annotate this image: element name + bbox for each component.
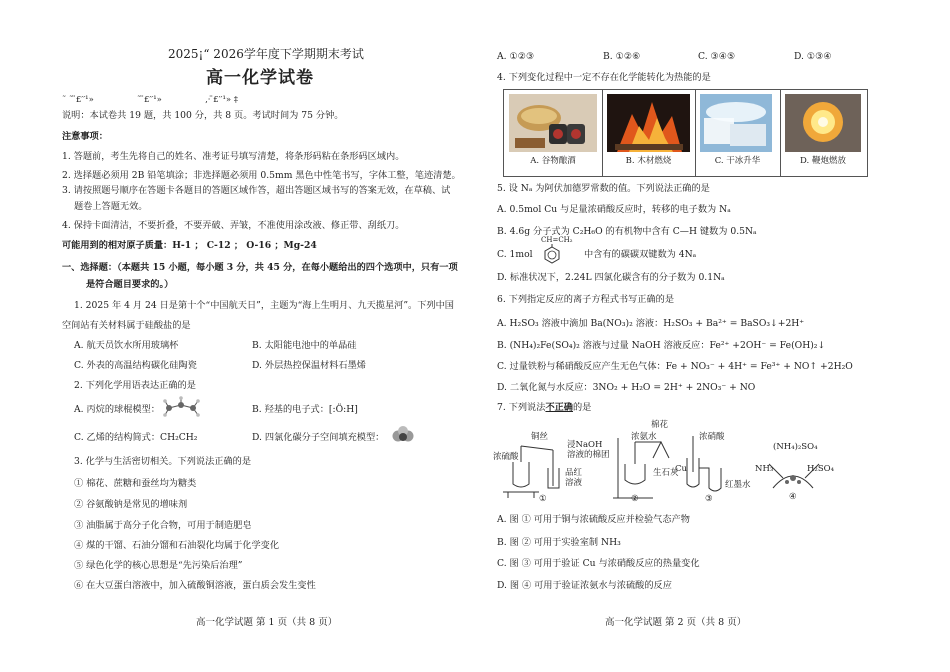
q7-stem-part: 的是: [573, 402, 592, 413]
q3-stem: 3. 化学与生活密切相关。下列说法正确的是: [74, 456, 252, 467]
note-item: 3. 请按照题号顺序在答题卡各题目的答题区域作答，超出答题区域书写的答案无效，在草稿、试: [62, 185, 451, 196]
figure-number: ③: [705, 494, 713, 504]
q1-option-d: D. 外层热控保温材料石墨烯: [252, 360, 366, 371]
q3-option-c: C. ③④⑤: [698, 51, 736, 62]
q7-option-b: B. 图 ② 可用于实验室制 NH₃: [497, 537, 621, 548]
q5-option-b: B. 4.6g 分子式为 C₂H₆O 的有机物中含有 C—H 键数为 0.5Nₐ: [497, 226, 757, 237]
note-item: 4. 保持卡面清洁，不要折叠，不要弄破、弄皱，不准使用涂改液、修正带、刮纸刀。: [62, 220, 405, 231]
q7-apparatus-figure: [493, 420, 835, 504]
q5-option-c: C. 1mol: [497, 249, 533, 260]
apparatus-label: 溶液的棉团: [567, 450, 610, 460]
apparatus-label: 铜丝: [531, 432, 549, 442]
exam-intro: 说明：本试卷共 19 题，共 100 分，共 8 页。考试时间为 75 分钟。: [62, 110, 344, 121]
q1-stem: 1. 2025 年 4 月 24 日是第十个“中国航天日”，主题为“海上生明月、九天揽星河”。下列中国: [74, 300, 454, 311]
q1-option-b: B. 太阳能电池中的单晶硅: [252, 340, 357, 351]
apparatus-label: 品红: [565, 468, 583, 478]
page-title: 高一化学试卷: [206, 68, 314, 88]
q6-option-b: B. (NH₄)₂Fe(SO₄)₂ 溶液与过量 NaOH 溶液反应：Fe²⁺ +2OH⁻ = Fe(OH)₂↓: [497, 340, 826, 351]
figure-number: ④: [789, 492, 797, 502]
q6-option-c: C. 过量铁粉与稀硝酸反应产生无色气体：Fe + NO₃⁻ + 4H⁺ = Fe³⁺ + NO↑ +2H₂O: [497, 361, 853, 372]
apparatus-label: 浓硝酸: [699, 432, 725, 442]
styrene-vinyl-label: CH=CH₂: [541, 236, 573, 244]
apparatus-label: 红墨水: [725, 480, 751, 490]
q3-item: ② 谷氨酸钠是常见的增味剂: [74, 499, 188, 510]
page-2-footer: 高一化学试题 第 2 页（共 8 页）: [605, 617, 747, 628]
q4-option-b-cell: [602, 90, 696, 176]
q3-item: ⑥ 在大豆蛋白溶液中，加入硫酸铜溶液，蛋白质会发生变性: [74, 580, 316, 591]
apparatus-label: 浸NaOH: [567, 440, 603, 450]
figure-number: ①: [539, 494, 547, 504]
firecracker-image: [785, 94, 861, 152]
apparatus-label: 浓硫酸: [493, 452, 519, 462]
q2-option-a: A. 丙烷的球棍模型：: [74, 404, 160, 415]
q2-option-c: C. 乙烯的结构简式：CH₂CH₂: [74, 432, 198, 443]
notes-heading: 注意事项：: [62, 131, 108, 142]
q4-image-table: [503, 89, 868, 177]
q5-stem: 5. 设 Nₐ 为阿伏加德罗常数的值。下列说法正确的是: [497, 183, 710, 194]
q3-item: ③ 油脂属于高分子化合物，可用于制造肥皂: [74, 520, 252, 531]
garbled-line: ˜ ˜ ̈£′′¹» ˜ ̈£′′¹» ‚· ̈£′′¹» ‡: [62, 95, 239, 105]
q4-caption-b: B. 木材燃烧: [625, 156, 672, 166]
apparatus-label: 生石灰: [653, 468, 679, 478]
figure-number: ②: [631, 494, 639, 504]
section-1-heading-cont: 是符合题目要求的。）: [86, 279, 174, 290]
apparatus-label: (NH₄)₂SO₄: [773, 442, 818, 452]
dry-ice-image: [700, 94, 772, 152]
q1-option-a: A. 航天员饮水所用玻璃杯: [74, 340, 179, 351]
atomic-mass-line: 可能用到的相对原子质量：H-1 ； C-12 ； O-16 ；Mg-24: [62, 240, 317, 251]
q7-option-a: A. 图 ① 可用于铜与浓硫酸反应并检验气态产物: [497, 514, 690, 525]
q3-item: ⑤ 绿色化学的核心思想是“先污染后治理”: [74, 560, 243, 571]
q2-option-b: B. 羟基的电子式：[:Ö:H]: [252, 404, 358, 415]
q7-option-c: C. 图 ③ 可用于验证 Cu 与浓硝酸反应的热量变化: [497, 558, 700, 569]
page-1-footer: 高一化学试题 第 1 页（共 8 页）: [196, 617, 338, 628]
q3-option-a: A. ①②③: [497, 51, 535, 62]
section-1-heading: 一、选择题：（本题共 15 小题，每小题 3 分，共 45 分，在每小题给出的四个选项中，只有一项: [62, 262, 458, 273]
q4-caption-c: C. 干冰升华: [714, 156, 761, 166]
styrene-benzene-icon: [542, 244, 562, 264]
q4-option-a-cell: [504, 90, 603, 176]
apparatus-label: 浓氨水: [631, 432, 657, 442]
q7-stem-part: 7. 下列说法: [497, 402, 546, 413]
q2-option-d: D. 四氯化碳分子空间填充模型：: [252, 432, 385, 443]
q7-option-d: D. 图 ④ 可用于验证浓氨水与浓硫酸的反应: [497, 580, 672, 591]
apparatus-label: Cu: [675, 464, 687, 474]
apparatus-label: NH₃: [755, 464, 774, 474]
q1-option-c: C. 外表的高温结构碳化硅陶瓷: [74, 360, 197, 371]
ccl4-space-filling-icon: [392, 425, 414, 445]
apparatus-label: 棉花: [651, 420, 669, 430]
q6-stem: 6. 下列指定反应的离子方程式书写正确的是: [497, 294, 675, 305]
apparatus-label: H₂SO₄: [807, 464, 835, 474]
q5-option-c-cont: 中含有的碳碳双键数为 4Nₐ: [584, 249, 697, 260]
q3-option-d: D. ①③④: [794, 51, 832, 62]
note-item: 题卷上答题无效。: [74, 201, 148, 212]
q7-stem-emphasis: 不正确: [545, 402, 573, 413]
exam-header: 2025¡“ 2026学年度下学期期末考试: [168, 47, 364, 61]
note-item: 1. 答题前，考生先将自己的姓名、准考证号填写清楚，将条形码粘在条形码区域内。: [62, 151, 405, 162]
q4-option-c-cell: [695, 90, 781, 176]
q3-item: ① 棉花、蔗糖和蚕丝均为糖类: [74, 478, 197, 489]
q6-option-d: D. 二氧化氮与水反应：3NO₂ + H₂O = 2H⁺ + 2NO₃⁻ + NO: [497, 382, 756, 393]
q4-option-d-cell: [780, 90, 866, 176]
q4-caption-d: D. 鞭炮燃放: [800, 156, 846, 166]
q5-option-a: A. 0.5mol Cu 与足量浓硝酸反应时，转移的电子数为 Nₐ: [497, 204, 731, 215]
q1-stem-cont: 空间站有关材料属于硅酸盐的是: [62, 320, 191, 331]
q6-option-a: A. H₂SO₃ 溶液中滴加 Ba(NO₃)₂ 溶液：H₂SO₃ + Ba²⁺ = BaSO₃↓+2H⁺: [497, 318, 805, 329]
q3-item: ④ 煤的干馏、石油分馏和石油裂化均属于化学变化: [74, 540, 280, 551]
wood-burning-image: [607, 94, 690, 152]
grain-wine-image: [509, 94, 597, 152]
apparatus-label: 溶液: [565, 478, 583, 488]
q4-caption-a: A. 谷物酿酒: [530, 156, 576, 166]
q4-stem: 4. 下列变化过程中一定不存在化学能转化为热能的是: [497, 72, 711, 83]
q5-option-d: D. 标准状况下，2.24L 四氯化碳含有的分子数为 0.1Nₐ: [497, 272, 725, 283]
note-item: 2. 选择题必须用 2B 铅笔填涂；非选择题必须用 0.5mm 黑色中性笔书写，字体工整，笔迹清楚。: [62, 170, 461, 181]
q2-stem: 2. 下列化学用语表达正确的是: [74, 380, 196, 391]
propane-ball-stick-icon: [163, 396, 201, 418]
q7-stem: [497, 402, 591, 414]
q3-option-b: B. ①②⑥: [603, 51, 641, 62]
